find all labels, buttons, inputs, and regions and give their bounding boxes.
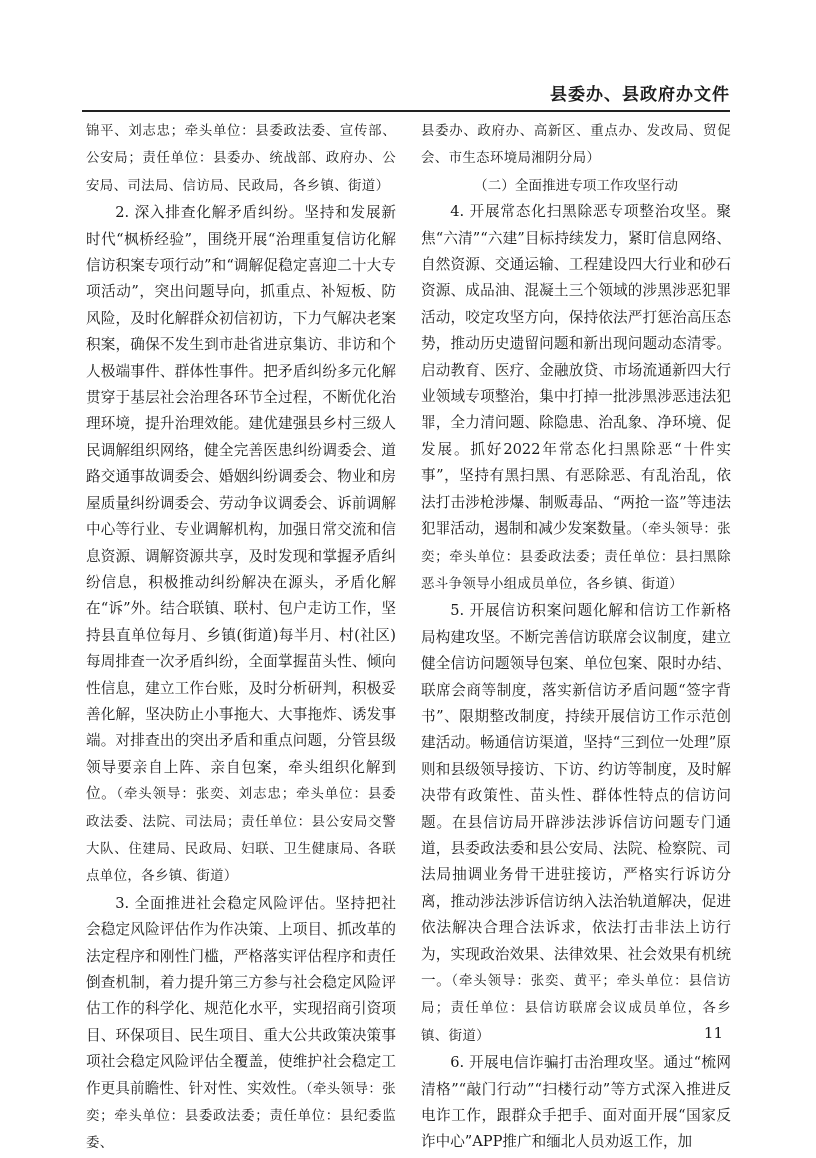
responsibility-note: （牵头领导：张奕；牵头单位：县委政法委；责任单位：县纪委监委、: [86, 1081, 396, 1152]
paragraph: [86, 200, 396, 891]
responsibility-note: 锦平、刘志忠；牵头单位：县委政法委、宣传部、公安局；责任单位：县委办、统战部、政府办、公安局、司法局、信访局、民政局，各乡镇、街道）: [86, 124, 396, 194]
right-column: [421, 118, 731, 1156]
responsibility-note: （牵头领导：张奕、黄平；牵头单位：县信访局；责任单位：县信访联席会议成员单位，各乡镇、街道）: [421, 974, 731, 1044]
paragraph: [421, 199, 731, 598]
paragraph: [421, 118, 731, 173]
paragraph-text: 6. 开展电信诈骗打击治理攻坚。通过“梳网清格”“敲门行动”“扫楼行动”等方式深入推进反电诈工作，跟群众手把手、面对面开展“国家反诈中心”APP推广和缅北人员劝返工作，加: [421, 1054, 731, 1151]
responsibility-note: （牵头领导：张奕、刘志忠；牵头单位：县委政法委、法院、司法局；责任单位：县公安局交警大队、住建局、民政局、妇联、卫生健康局、各联点单位，各乡镇、街道）: [86, 787, 396, 885]
paragraph-text: 5. 开展信访积案问题化解和信访工作新格局构建攻坚。不断完善信访联席会议制度，建立健全信访问题领导包案、单位包案、限时办结、联席会商等制度，落实新信访矛盾问题“签字背书”、限期整改制度，持续开展信访工作示范创建活动。畅通信访渠道，坚持“三到位一处理”原则和县级领导接访、下访、约访等制度，及时解决带有政策性、苗头性、群体性特点的信访问题。在县信访局开辟涉法涉诉信访问题专门通道，县委政法委和县公安局、法院、检察院、司法局抽调业务骨干进驻接访，严格实行诉访分离，推动涉法涉诉信访纳入法治轨道解决，促进依法解决合理合法诉求，依法打击非法上访行为，实现政治效果、法律效果、社会效果有机统一。: [421, 602, 731, 989]
paragraph: [421, 1050, 731, 1156]
responsibility-note: 县委办、政府办、高新区、重点办、发改局、贸促会、市生态环境局湘阴分局）: [421, 124, 731, 167]
page-number: 11: [703, 1024, 723, 1042]
page-header-title: 县委办、县政府办文件: [550, 85, 730, 105]
responsibility-note: （牵头领导：张奕；牵头单位：县委政法委；责任单位：县扫黑除恶斗争领导小组成员单位，各乡镇、街道）: [421, 522, 731, 592]
paragraph-text: 4. 开展常态化扫黑除恶专项整治攻坚。聚焦“六清”“六建”目标持续发力，紧盯信息网络、自然资源、交通运输、工程建设四大行业和砂石资源、成品油、混凝土三个领域的涉黑涉恶犯罪活动，咬定攻坚方向，保持依法严打惩治高压态势，推动历史遗留问题和新出现问题动态清零。启动教育、医疗、金融放贷、市场流通新四大行业领域专项整治，集中打掉一批涉黑涉恶违法犯罪，全力清问题、除隐患、治乱象、净环境、促发展。抓好2022年常态化扫黑除恶“十件实事”，坚持有黑扫黑、有恶除恶、有乱治乱，依法打击涉枪涉爆、制贩毒品、“两抢一盗”等违法犯罪活动，遏制和减少发案数量。: [421, 203, 731, 538]
paragraph: [421, 598, 731, 1050]
paragraph: [86, 891, 396, 1158]
header-rule: [82, 110, 730, 112]
section-subheading: （二）全面推进专项工作攻坚行动: [474, 177, 678, 194]
left-column: [86, 118, 396, 1158]
paragraph-text: 3. 全面推进社会稳定风险评估。坚持把社会稳定风险评估作为作决策、上项目、抓改革的法定程序和刚性门槛，严格落实评估程序和责任倒查机制，着力提升第三方参与社会稳定风险评估工作的科学化、规范化水平，实现招商引资项目、环保项目、民生项目、重大公共政策决策事项社会稳定风险评估全覆盖，使维护社会稳定工作更具前瞻性、针对性、实效性。: [86, 894, 396, 1097]
paragraph-text: 2. 深入排查化解矛盾纠纷。坚持和发展新时代“枫桥经验”，围绕开展“治理重复信访化解信访积案专项行动”和“调解促稳定喜迎二十大专项活动”，突出问题导向，抓重点、补短板、防风险，及时化解群众初信初访，下力气解决老案积案，确保不发生到市赴省进京集访、非访和个人极端事件、群体性事件。把矛盾纠纷多元化解贯穿于基层社会治理各环节全过程，不断优化治理环境，提升治理效能。建优建强县乡村三级人民调解组织网络，健全完善医患纠纷调委会、道路交通事故调委会、婚姻纠纷调委会、物业和房屋质量纠纷调委会、劳动争议调委会、诉前调解中心等行业、专业调解机构，加强日常交流和信息资源、调解资源共享，及时发现和掌握矛盾纠纷信息，积极推动纠纷解决在源头，矛盾化解在“诉”外。结合联镇、联村、包户走访工作，坚持县直单位每月、乡镇(街道)每半月、村(社区)每周排查一次矛盾纠纷，全面掌握苗头性、倾向性信息，建立工作台账，及时分析研判，积极妥善化解，坚决防止小事拖大、大事拖炸、诱发事端。对排查出的突出矛盾和重点问题，分管县级领导要亲自上阵、亲自包案，牵头组织化解到位。: [86, 204, 396, 803]
paragraph: [86, 118, 396, 200]
